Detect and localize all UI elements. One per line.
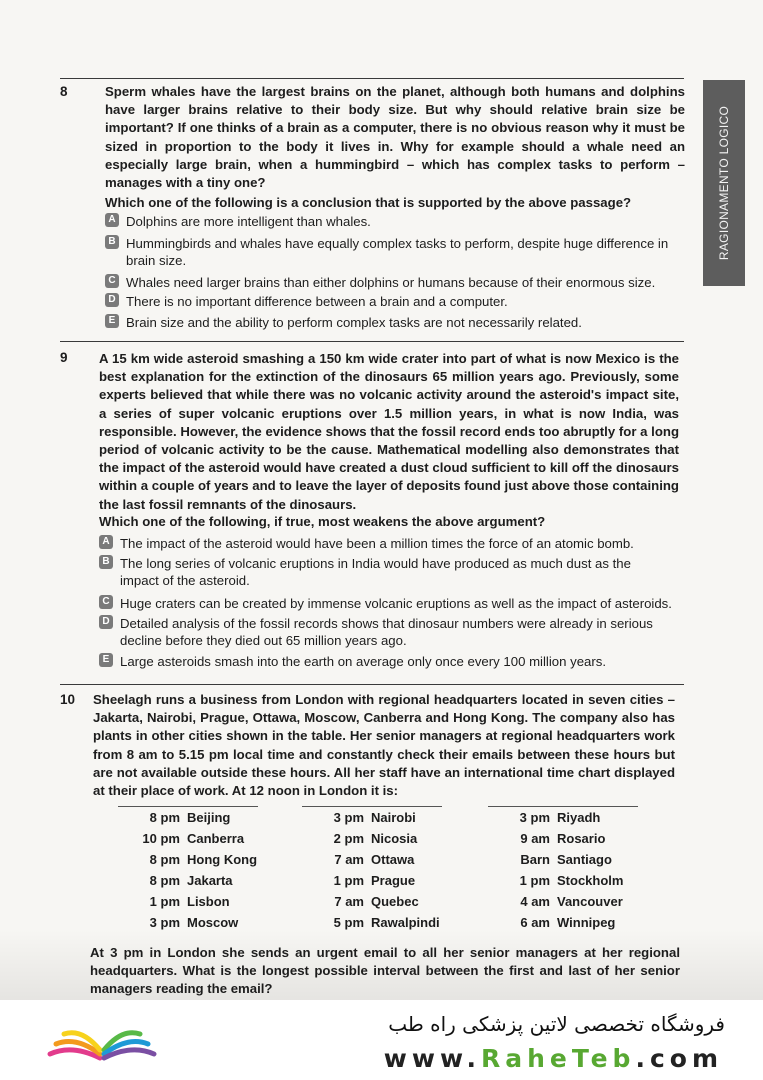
table-row <box>488 891 638 912</box>
shop-name: فروشگاه تخصصی لاتین پزشکی راه طب <box>388 1012 725 1036</box>
option-letter-badge: E <box>105 314 119 328</box>
table-row <box>118 828 258 849</box>
question-number: 10 <box>60 692 76 707</box>
city-name: Winnipeg <box>557 915 616 930</box>
local-time: 6 am <box>520 915 550 930</box>
site-suffix: .com <box>635 1044 723 1073</box>
city-name: Vancouver <box>557 894 623 909</box>
option-letter-badge: C <box>99 595 113 609</box>
option-letter-badge: E <box>99 653 113 667</box>
question-divider <box>60 341 684 342</box>
table-row <box>302 828 442 849</box>
option-text: There is no important difference between a brain and a computer. <box>126 294 508 309</box>
option-text: Brain size and the ability to perform complex tasks are not necessarily related. <box>126 315 582 330</box>
local-time: 5 pm <box>333 915 364 930</box>
city-name: Canberra <box>187 831 245 846</box>
local-time: 1 pm <box>519 873 550 888</box>
option-text: Whales need larger brains than either dolphins or humans because of their enormous size. <box>126 275 656 290</box>
table-row <box>118 891 258 912</box>
city-name: Stockholm <box>557 873 624 888</box>
footer-watermark <box>0 1000 763 1080</box>
open-book-logo-icon <box>42 1010 162 1068</box>
website-url[interactable] <box>384 1044 723 1073</box>
option-text: Dolphins are more intelligent than whales. <box>126 214 371 229</box>
question-divider <box>60 78 684 79</box>
city-name: Beijing <box>187 810 231 825</box>
local-time: 8 pm <box>149 810 180 825</box>
option-letter-badge: C <box>105 274 119 288</box>
local-time: 8 pm <box>149 852 180 867</box>
table-row <box>302 807 442 828</box>
time-chart-column <box>488 806 638 933</box>
city-name: Prague <box>371 873 416 888</box>
city-name: Jakarta <box>187 873 233 888</box>
option-text: Large asteroids smash into the earth on average only once every 100 million years. <box>120 654 607 669</box>
table-row <box>488 849 638 870</box>
answer-option[interactable] <box>99 615 679 649</box>
table-row <box>302 891 442 912</box>
local-time: 7 am <box>334 894 364 909</box>
table-row <box>118 849 258 870</box>
option-text: The impact of the asteroid would have been a million times the force of an atomic bomb. <box>120 536 634 551</box>
answer-option[interactable] <box>99 653 684 670</box>
local-time: 1 pm <box>333 873 364 888</box>
table-row <box>302 849 442 870</box>
local-time: 8 pm <box>149 873 180 888</box>
question-stem: Sperm whales have the largest brains on the planet, although both humans and dolphins have larger brains relative to their body size. But why should relative brain size be important? If one thinks of a brain as a computer, there is no obvious reason why it must be sized in proportion to the body it lives in. Why for example should a whale need an especially large brain, when a hummingbird – which has complex tasks to perform – manages with a tiny one? <box>105 84 685 191</box>
answer-option[interactable] <box>105 274 685 291</box>
city-name: Nairobi <box>371 810 416 825</box>
question-prompt: Which one of the following, if true, most weakens the above argument? <box>99 514 546 529</box>
option-letter-badge: B <box>105 235 119 249</box>
answer-option[interactable] <box>99 555 669 589</box>
option-letter-badge: A <box>99 535 113 549</box>
table-row <box>118 912 258 933</box>
question-prompt: At 3 pm in London she sends an urgent email to all her senior managers at her regional headquarters. What is the longest possible interval between the first and last of her senior managers reading the email? <box>90 945 680 997</box>
local-time: 3 pm <box>149 915 180 930</box>
option-letter-badge: B <box>99 555 113 569</box>
city-name: Rosario <box>557 831 606 846</box>
city-name: Rawalpindi <box>371 915 440 930</box>
table-row <box>488 807 638 828</box>
city-name: Nicosia <box>371 831 418 846</box>
answer-option[interactable] <box>99 535 684 552</box>
local-time: 4 am <box>520 894 550 909</box>
answer-option[interactable] <box>99 595 684 612</box>
table-row <box>488 912 638 933</box>
city-name: Lisbon <box>187 894 230 909</box>
option-text: Hummingbirds and whales have equally complex tasks to perform, despite huge difference in brain size. <box>126 236 669 268</box>
time-chart-column <box>302 806 442 933</box>
option-text: Huge craters can be created by immense volcanic eruptions as well as the impact of asteroids. <box>120 596 672 611</box>
answer-option[interactable] <box>105 213 685 230</box>
option-letter-badge: D <box>105 293 119 307</box>
local-time: Barn <box>520 852 550 867</box>
question-number: 9 <box>60 350 68 365</box>
local-time: 3 pm <box>519 810 550 825</box>
site-prefix: www. <box>383 1044 481 1073</box>
table-row <box>118 870 258 891</box>
option-text: The long series of volcanic eruptions in India would have produced as much dust as the impact of the asteroid. <box>120 556 631 588</box>
local-time: 1 pm <box>149 894 180 909</box>
city-name: Hong Kong <box>187 852 258 867</box>
city-name: Ottawa <box>371 852 415 867</box>
city-name: Moscow <box>187 915 239 930</box>
question-stem: Sheelagh runs a business from London with regional headquarters located in seven cities – Jakarta, Nairobi, Prague, Ottawa, Moscow, Canberra and Hong Kong. The company also has plants in other cities shown in the table. Her senior managers at regional headquarters work from 8 am to 5.15 pm local time and constantly check their emails between these hours but are not available outside these hours. All her staff have an international time chart displayed at their place of work. At 12 noon in London it is: <box>93 692 675 799</box>
answer-option[interactable] <box>105 235 685 269</box>
site-brand: RaheTeb <box>480 1044 636 1073</box>
option-letter-badge: A <box>105 213 119 227</box>
local-time: 9 am <box>520 831 550 846</box>
local-time: 10 pm <box>142 831 180 846</box>
table-row <box>118 807 258 828</box>
question-divider <box>60 684 684 685</box>
option-letter-badge: D <box>99 615 113 629</box>
time-chart-column <box>118 806 258 933</box>
table-row <box>302 912 442 933</box>
section-side-tab-label: RAGIONAMENTO LOGICO <box>717 105 732 261</box>
answer-option[interactable] <box>105 293 685 310</box>
local-time: 3 pm <box>333 810 364 825</box>
table-row <box>302 870 442 891</box>
table-row <box>488 828 638 849</box>
city-name: Santiago <box>557 852 612 867</box>
question-number: 8 <box>60 84 68 99</box>
section-side-tab <box>703 80 745 286</box>
city-name: Riyadh <box>557 810 601 825</box>
city-name: Quebec <box>371 894 419 909</box>
option-text: Detailed analysis of the fossil records shows that dinosaur numbers were already in serious decline before they died out 65 million years ago. <box>120 616 653 648</box>
answer-option[interactable] <box>105 314 685 331</box>
table-row <box>488 870 638 891</box>
question-stem: A 15 km wide asteroid smashing a 150 km wide crater into part of what is now Mexico is the best explanation for the extinction of the dinosaurs 65 million years ago. Previously, some experts believed that while there was no volcanic activity around the asteroid's impact site, a series of super volcanic eruptions over 1.5 million years, in what is now India, was responsible. However, the evidence shows that the fossil record ends too abruptly for a long period of volcanic activity to be the cause. Mathematical modelling also demonstrates that the impact of the asteroid would have created a dust cloud sufficient to kill off the dinosaurs within a couple of years and to leave the layer of deposits found just above those containing the last fossil remnants of the dinosaurs. <box>99 351 679 512</box>
question-prompt: Which one of the following is a conclusion that is supported by the above passage? <box>105 195 632 210</box>
local-time: 7 am <box>334 852 364 867</box>
local-time: 2 pm <box>333 831 364 846</box>
